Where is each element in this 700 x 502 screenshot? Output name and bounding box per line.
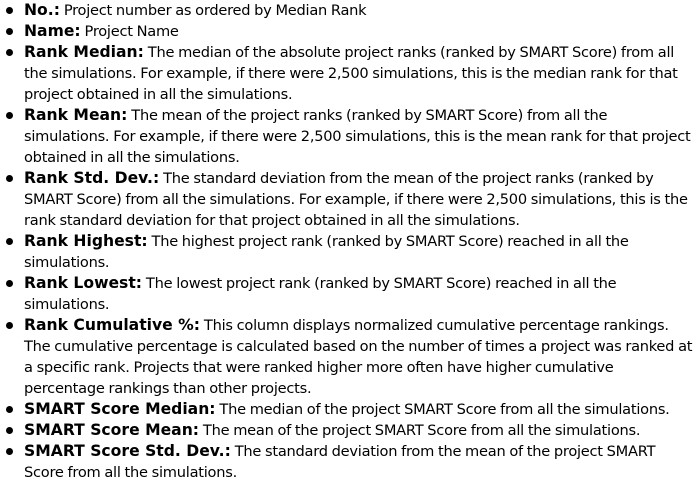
definition-item-rank-highest [4,231,696,273]
definition-term: SMART Score Mean: [24,421,200,439]
definition-term: Rank Median: [24,43,144,61]
definition-term: SMART Score Median: [24,400,216,418]
definition-term: SMART Score Std. Dev.: [24,442,231,460]
definition-term: Rank Std. Dev.: [24,169,160,187]
definition-term: Rank Mean: [24,106,128,124]
definition-description: The standard deviation from the mean of the project SMART Score from all the simulations. [24,443,656,481]
definition-item-rank-std-dev [4,168,696,231]
definition-description: The highest project rank (ranked by SMART Score) reached in all the simulations. [24,233,629,271]
definition-description: Project Name [80,23,179,40]
definition-list [4,0,696,483]
definition-description: The median of the project SMART Score from all the simulations. [215,401,670,418]
definition-description: The median of the absolute project ranks (ranked by SMART Score) from all the simulations. For example, if there were 2,500 simulations, this is the median rank for that project obtained in all the simulations. [24,44,678,103]
definition-item-rank-lowest [4,273,696,315]
definition-term: Name: [24,22,81,40]
definition-term: Rank Cumulative %: [24,316,201,334]
definition-term: Rank Lowest: [24,274,143,292]
definition-item-smart-score-mean [4,420,696,441]
definition-item-rank-cumulative [4,315,696,399]
definition-term: Rank Highest: [24,232,148,250]
definition-description: The standard deviation from the mean of the project ranks (ranked by SMART Score) from all the simulations. For example, if there were 2,500 simulations, this is the rank standard deviation for that project obtained in all the simulations. [24,170,688,229]
definition-item-smart-score-std-dev [4,441,696,483]
definition-description: Project number as ordered by Median Rank [59,2,367,19]
definition-description: This column displays normalized cumulative percentage rankings. The cumulative percentage is calculated based on the number of times a project was ranked at a specific rank. Projects that were ranked higher more often have higher cumulative percentage rankings than other projects. [24,317,693,397]
definition-item-name [4,21,696,42]
definition-term: No.: [24,1,60,19]
definition-description: The lowest project rank (ranked by SMART Score) reached in all the simulations. [24,275,617,313]
definition-item-rank-median [4,42,696,105]
definition-item-rank-mean [4,105,696,168]
definition-description: The mean of the project SMART Score from all the simulations. [199,422,641,439]
definition-description: The mean of the project ranks (ranked by SMART Score) from all the simulations. For example, if there were 2,500 simulations, this is the mean rank for that project obtained in all the simulations. [24,107,691,166]
definition-item-smart-score-median [4,399,696,420]
definition-item-no [4,0,696,21]
